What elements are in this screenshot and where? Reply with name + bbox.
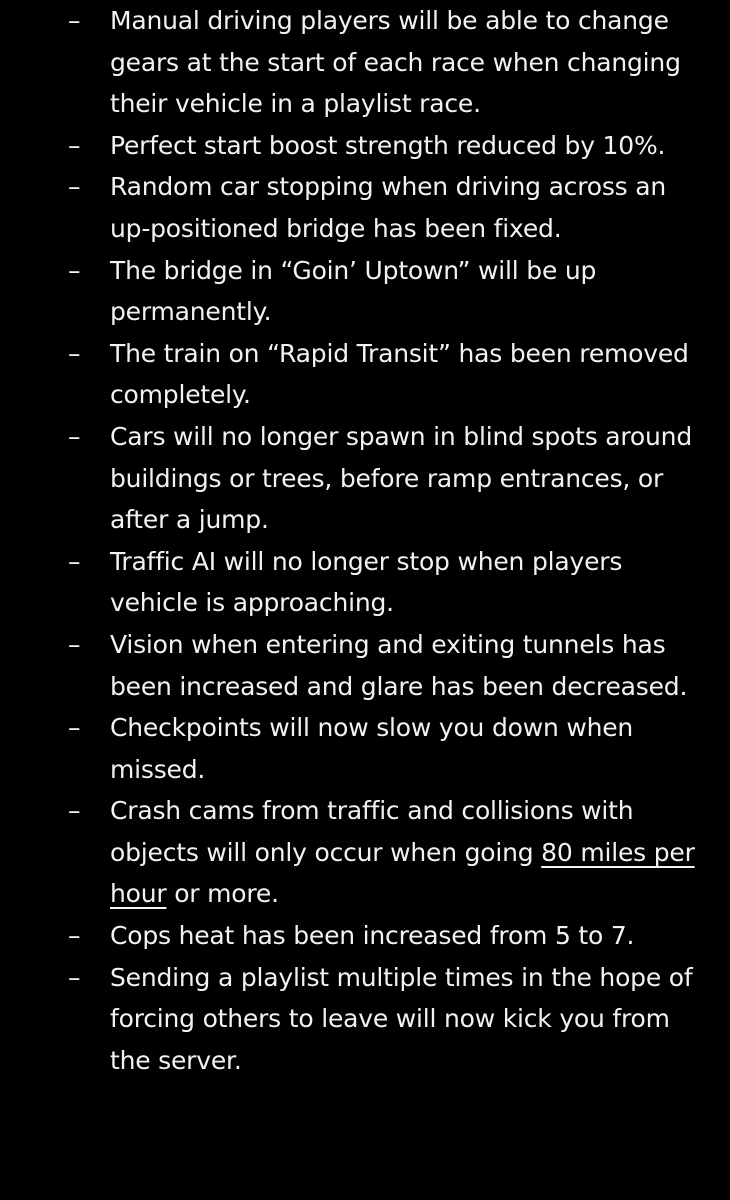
bullet-dash: – (68, 255, 81, 285)
bullet-dash: – (68, 921, 81, 951)
list-item (0, 416, 730, 541)
list-item-text: Manual driving players will be able to change gears at the start of each race when changing their vehicle in a playlist race. (110, 6, 681, 119)
list-item-text: Perfect start boost strength reduced by 10%. (110, 130, 666, 160)
list-item (0, 541, 730, 624)
list-item-text: Checkpoints will now slow you down when missed. (110, 713, 634, 784)
bullet-dash: – (68, 172, 81, 202)
list-item (0, 957, 730, 1082)
list-item (0, 166, 730, 249)
list-item-text: Cops heat has been increased from 5 to 7. (110, 921, 635, 951)
list-item (0, 125, 730, 167)
list-item-text: Traffic AI will no longer stop when players vehicle is approaching. (110, 546, 623, 618)
list-item (0, 790, 730, 915)
bullet-dash: – (68, 338, 81, 368)
list-item-text: Random car stopping when driving across an up-positioned bridge has been fixed. (110, 172, 667, 243)
list-item (0, 915, 730, 957)
list-item-text: Sending a playlist multiple times in the hope of forcing others to leave will now kick you from the server. (110, 962, 693, 1075)
bullet-dash: – (68, 713, 81, 743)
list-item (0, 707, 730, 790)
bullet-dash: – (68, 421, 81, 451)
bullet-dash: – (68, 546, 81, 576)
list-item-text: The train on “Rapid Transit” has been removed completely. (110, 338, 689, 410)
crash-cams-text-after: or more. (166, 879, 279, 909)
crash-cams-text-before: Crash cams from traffic and collisions with objects will only occur when going (110, 796, 634, 867)
list-item-text: Vision when entering and exiting tunnels has been increased and glare has been decreased. (110, 629, 688, 701)
bullet-dash: – (68, 6, 81, 35)
bullet-dash: – (68, 962, 81, 992)
list-item (0, 333, 730, 416)
list-item-text: The bridge in “Goin’ Uptown” will be up permanently. (110, 255, 597, 327)
list-item (0, 250, 730, 333)
bullet-dash: – (68, 130, 81, 160)
bullet-dash: – (68, 629, 81, 659)
list-item-text (110, 790, 710, 915)
list-item (0, 0, 730, 125)
list-item-text: Cars will no longer spawn in blind spots around buildings or trees, before ramp entrances, or after a jump. (110, 421, 692, 535)
speed-link[interactable]: 80 miles per hour (110, 837, 695, 909)
list-item (0, 624, 730, 707)
bullet-dash: – (68, 796, 81, 826)
